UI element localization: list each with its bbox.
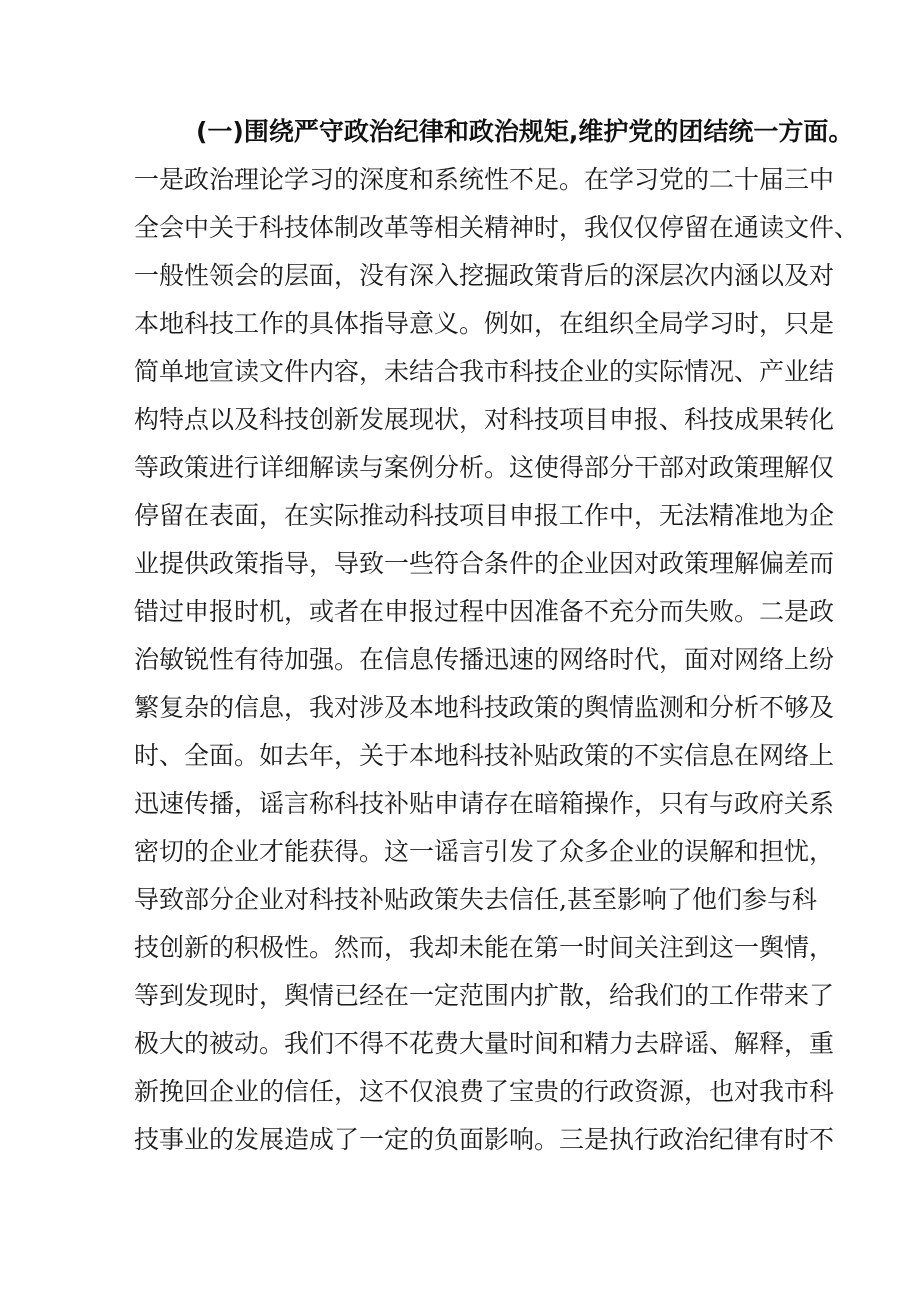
body-line: 一是政治理论学习的深度和系统性不足。在学习党的二十届三中 (134, 165, 835, 194)
body-line: 治敏锐性有待加强。在信息传播迅速的网络时代，面对网络上纷 (134, 645, 835, 674)
body-line: 新挽回企业的信任，这不仅浪费了宝贵的行政资源，也对我市科 (134, 1077, 835, 1106)
body-line: 迅速传播，谣言称科技补贴申请存在暗箱操作，只有与政府关系 (134, 789, 835, 818)
section-heading: (一)围绕严守政治纪律和政治规矩,维护党的团结统一方面。 (196, 117, 854, 146)
body-line: 技创新的积极性。然而，我却未能在第一时间关注到这一舆情， (134, 933, 835, 962)
body-line: 密切的企业才能获得。这一谣言引发了众多企业的误解和担忧， (134, 837, 835, 866)
body-line: 简单地宣读文件内容，未结合我市科技企业的实际情况、产业结 (134, 357, 835, 386)
body-line: 构特点以及科技创新发展现状，对科技项目申报、科技成果转化 (134, 405, 835, 434)
body-line: 等政策进行详细解读与案例分析。这使得部分干部对政策理解仅 (134, 453, 835, 482)
body-line: 一般性领会的层面，没有深入挖掘政策背后的深层次内涵以及对 (134, 261, 835, 290)
body-line: 导致部分企业对科技补贴政策失去信任,甚至影响了他们参与科 (134, 885, 817, 914)
body-line: 时、全面。如去年，关于本地科技补贴政策的不实信息在网络上 (134, 741, 835, 770)
body-line: 极大的被动。我们不得不花费大量时间和精力去辟谣、解释，重 (134, 1029, 835, 1058)
body-line: 全会中关于科技体制改革等相关精神时，我仅仅停留在通读文件、 (134, 213, 860, 242)
body-line: 错过申报时机，或者在申报过程中因准备不充分而失败。二是政 (134, 597, 835, 626)
body-line: 等到发现时，舆情已经在一定范围内扩散，给我们的工作带来了 (134, 981, 835, 1010)
body-line: 停留在表面，在实际推动科技项目申报工作中，无法精准地为企 (134, 501, 835, 530)
body-line: 技事业的发展造成了一定的负面影响。三是执行政治纪律有时不 (134, 1125, 835, 1154)
body-line: 本地科技工作的具体指导意义。例如，在组织全局学习时，只是 (134, 309, 835, 338)
body-line: 业提供政策指导，导致一些符合条件的企业因对政策理解偏差而 (134, 549, 835, 578)
body-line: 繁复杂的信息，我对涉及本地科技政策的舆情监测和分析不够及 (134, 693, 835, 722)
